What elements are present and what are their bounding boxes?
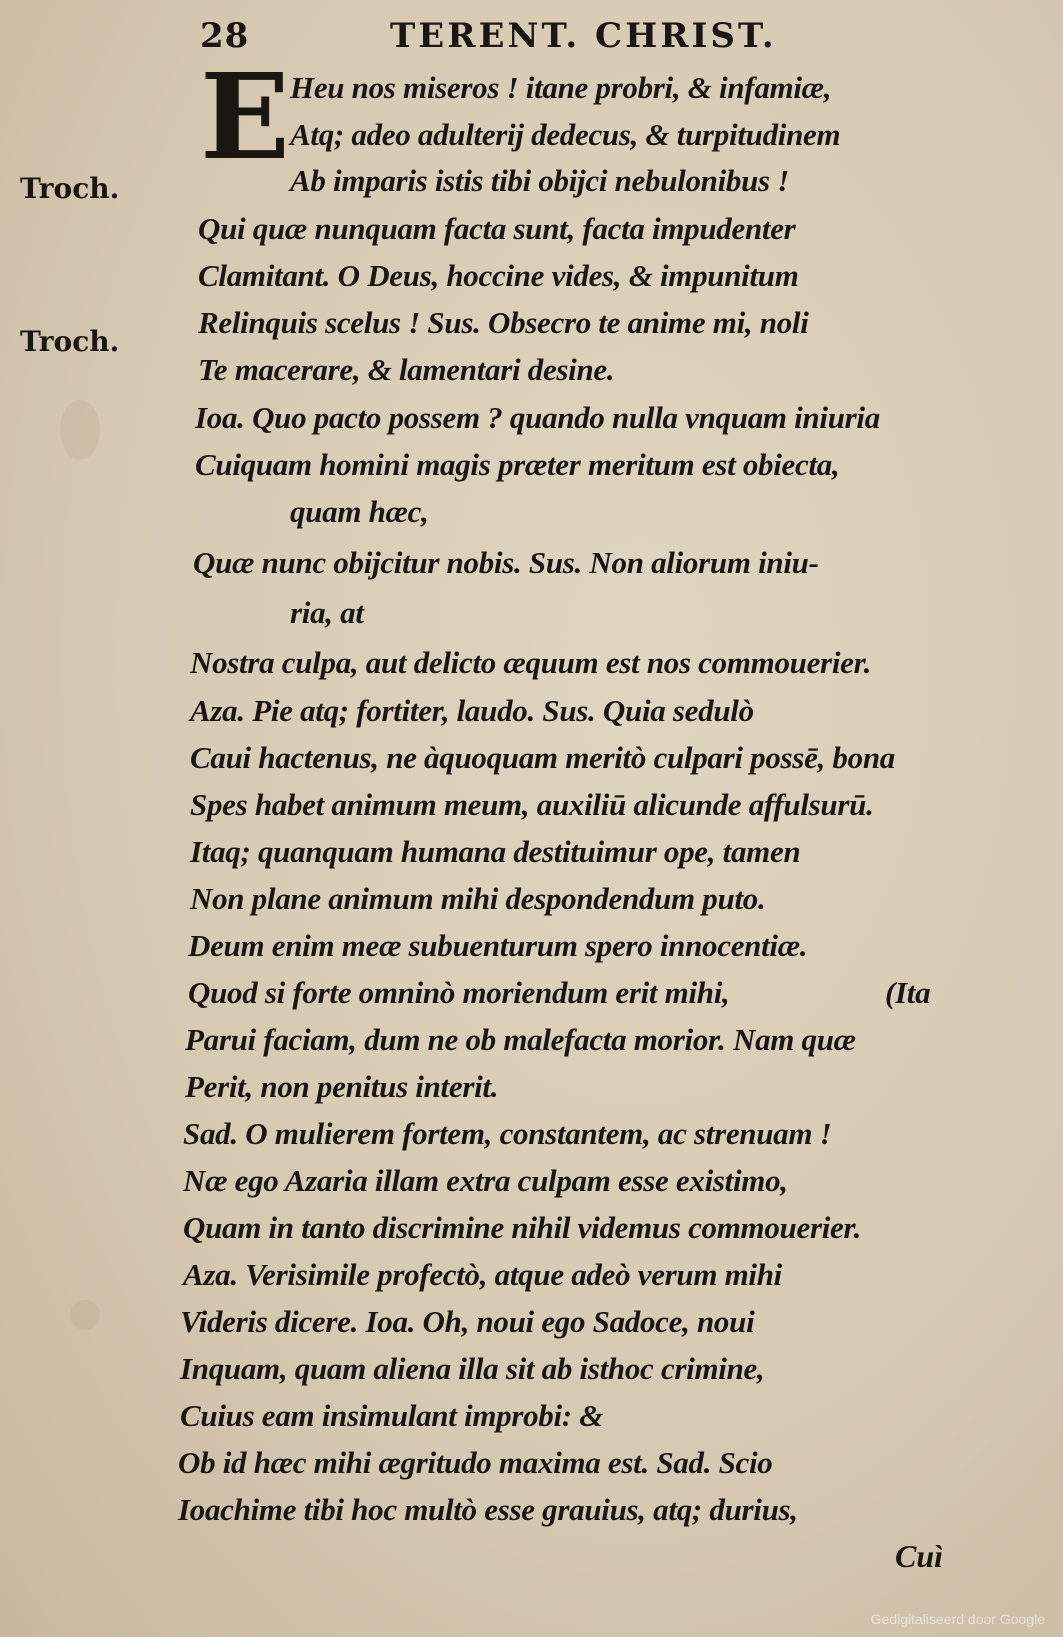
turnover-text: (Ita xyxy=(885,975,931,1010)
text-line: Nostra culpa, aut delicto æquum est nos commouerier. xyxy=(190,645,872,680)
text-line: Itaq; quanquam humana destituimur ope, tamen xyxy=(190,834,801,869)
text-line: Deum enim meæ subuenturum spero innocentiæ. xyxy=(188,928,808,963)
text-line: Qui quæ nunquam facta sunt, facta impudenter xyxy=(198,211,796,246)
text-line: Cuius eam insimulant improbi: & xyxy=(180,1398,604,1433)
text-line: Caui hactenus, ne àquoquam meritò culpari possē, bona xyxy=(190,740,895,775)
text-line: Quam in tanto discrimine nihil videmus commouerier. xyxy=(183,1210,861,1245)
text-line: Næ ego Azaria illam extra culpam esse existimo, xyxy=(183,1163,788,1198)
text-line: Ioa. Quo pacto possem ? quando nulla vnquam iniuria xyxy=(195,400,880,435)
text-line: Perit, non penitus interit. xyxy=(185,1069,499,1104)
margin-note: Troch. xyxy=(20,172,120,205)
page-number: 28 xyxy=(200,16,250,56)
text-line: Ioachime tibi hoc multò esse grauius, atq; durius, xyxy=(178,1492,798,1527)
text-line: Non plane animum mihi despondendum puto. xyxy=(190,881,766,916)
text-line: ria, at xyxy=(290,595,364,630)
catchword: Cuì xyxy=(895,1538,944,1574)
text-line: Parui faciam, dum ne ob malefacta morior. Nam quæ xyxy=(185,1022,856,1057)
margin-note: Troch. xyxy=(20,325,120,358)
text-line: Inquam, quam aliena illa sit ab isthoc crimine, xyxy=(180,1351,765,1386)
text-line: Te macerare, & lamentari desine. xyxy=(198,352,615,387)
text-line: Sad. O mulierem fortem, constantem, ac strenuam ! xyxy=(183,1116,832,1151)
text-line: Aza. Pie atq; fortiter, laudo. Sus. Quia sedulò xyxy=(190,693,754,728)
text-line: Quæ nunc obijcitur nobis. Sus. Non aliorum iniu- xyxy=(193,545,819,580)
text-line: Cuiquam homini magis præter meritum est obiecta, xyxy=(195,447,840,482)
text-line: Clamitant. O Deus, hoccine vides, & impunitum xyxy=(198,258,799,293)
text-line: Ab imparis istis tibi obijci nebulonibus ! xyxy=(290,163,790,198)
text-line: Heu nos miseros ! itane probri, & infamiæ, xyxy=(290,70,832,105)
text-line: Atq; adeo adulterij dedecus, & turpitudinem xyxy=(290,117,841,152)
text-line: Relinquis scelus ! Sus. Obsecro te anime mi, noli xyxy=(198,305,809,340)
drop-cap: E xyxy=(200,47,290,186)
text-line: Quod si forte omninò moriendum erit mihi, xyxy=(188,975,730,1010)
text-line: Spes habet animum meum, auxiliū alicunde affulsurū. xyxy=(190,787,874,822)
digitization-watermark: Gedigitaliseerd door Google xyxy=(870,1611,1045,1627)
text-line: Aza. Verisimile profectò, atque adeò verum mihi xyxy=(183,1257,782,1292)
running-head: TERENT. CHRIST. xyxy=(390,16,777,56)
text-line: Videris dicere. Ioa. Oh, noui ego Sadoce, noui xyxy=(180,1304,755,1339)
text-line: Ob id hæc mihi ægritudo maxima est. Sad. Scio xyxy=(178,1445,773,1480)
text-line: quam hæc, xyxy=(290,494,429,529)
